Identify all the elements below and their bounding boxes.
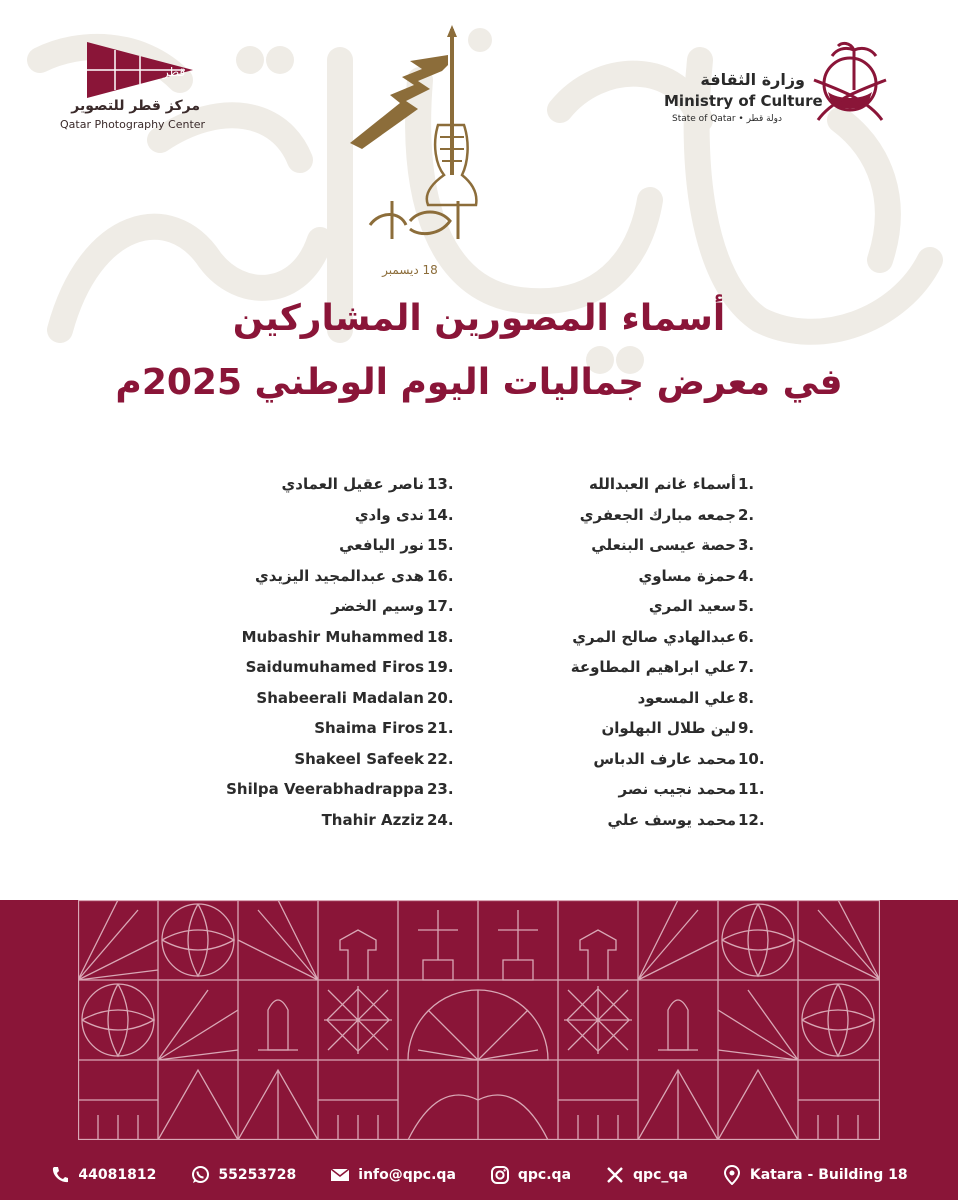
list-item: ندى وادي 14. [354, 505, 454, 524]
list-item: جمعه مبارك الجعفري 2. [579, 505, 755, 524]
page-title-line1: أسماء المصورين المشاركين [232, 298, 726, 339]
instagram-icon [490, 1165, 510, 1185]
moc-logo [660, 40, 900, 140]
participants-list-right [520, 469, 765, 835]
list-item: وسيم الخضر 17. [331, 597, 454, 615]
list-item: أسماء غانم العبدالله 1. [589, 475, 755, 493]
contact-phone[interactable] [50, 1165, 156, 1185]
contact-instagram[interactable] [490, 1165, 571, 1185]
national-day-emblem [340, 25, 480, 277]
contact-email[interactable] [330, 1165, 456, 1185]
flag-hand-icon [340, 25, 480, 255]
list-item: نور اليافعي 15. [339, 536, 454, 554]
list-item: Shilpa Veerabhadrappa 23. [226, 780, 454, 798]
email-address: info@qpc.qa [358, 1167, 456, 1183]
qpc-name-english: Qatar Photography Center [60, 118, 206, 131]
list-item: علي المسعود 8. [637, 688, 755, 707]
list-item: سعيد المري 5. [648, 597, 755, 615]
location-text: Katara - Building 18 [749, 1167, 908, 1183]
list-item: لين طلال البهلوان 9. [601, 719, 755, 737]
phone-number: 44081812 [78, 1167, 157, 1183]
list-item: Shakeel Safeek 22. [294, 749, 454, 768]
list-item: Shaima Firos 21. [314, 719, 454, 737]
phone-icon [50, 1165, 70, 1185]
qpc-logo [60, 40, 210, 135]
list-item: Saidumuhamed Firos 19. [245, 658, 454, 676]
contact-bar [0, 1150, 958, 1200]
contact-location[interactable] [722, 1165, 908, 1185]
location-icon [722, 1165, 742, 1185]
list-item: Shabeerali Madalan 20. [256, 688, 454, 707]
list-item: ناصر عقيل العمادي 13. [281, 475, 454, 493]
moc-name-arabic: وزارة الثقافة [700, 70, 805, 89]
qpc-name-arabic: مركز قطر للتصوير [71, 98, 200, 114]
x-icon [605, 1165, 625, 1185]
list-item: Mubashir Muhammed 18. [241, 627, 454, 646]
list-item: هدى عبدالمجيد اليزيدي 16. [255, 566, 454, 585]
moc-state: State of Qatar • دولة قطر [672, 114, 783, 124]
national-day-date: 18 ديسمبر [382, 263, 438, 277]
list-item: محمد يوسف علي 12. [607, 810, 765, 829]
page-title-line2: في معرض جماليات اليوم الوطني 2025م [115, 362, 843, 403]
whatsapp-number: 55253728 [218, 1167, 297, 1183]
x-handle: qpc_qa [633, 1167, 688, 1183]
contact-whatsapp[interactable] [190, 1165, 296, 1185]
participants-list-left [215, 469, 460, 835]
list-item: علي ابراهيم المطاوعة 7. [570, 658, 755, 676]
list-item: Thahir Azziz 24. [321, 810, 454, 829]
list-item: عبدالهادي صالح المري 6. [572, 627, 755, 646]
list-item: محمد نجيب نصر 11. [618, 780, 765, 798]
contact-x[interactable] [605, 1165, 688, 1185]
whatsapp-icon [190, 1165, 210, 1185]
qpc-mark-icon [85, 40, 205, 100]
moc-name-english: Ministry of Culture [664, 92, 823, 110]
instagram-handle: qpc.qa [517, 1167, 572, 1183]
svg-text:قطر: قطر [163, 65, 186, 79]
qatar-emblem-icon [810, 40, 890, 130]
list-item: حصة عيسى البنعلي 3. [591, 536, 755, 554]
decorative-pattern [78, 900, 880, 1140]
email-icon [330, 1165, 350, 1185]
list-item: حمزة مساوي 4. [638, 566, 755, 585]
list-item: محمد عارف الدباس 10. [593, 749, 765, 768]
